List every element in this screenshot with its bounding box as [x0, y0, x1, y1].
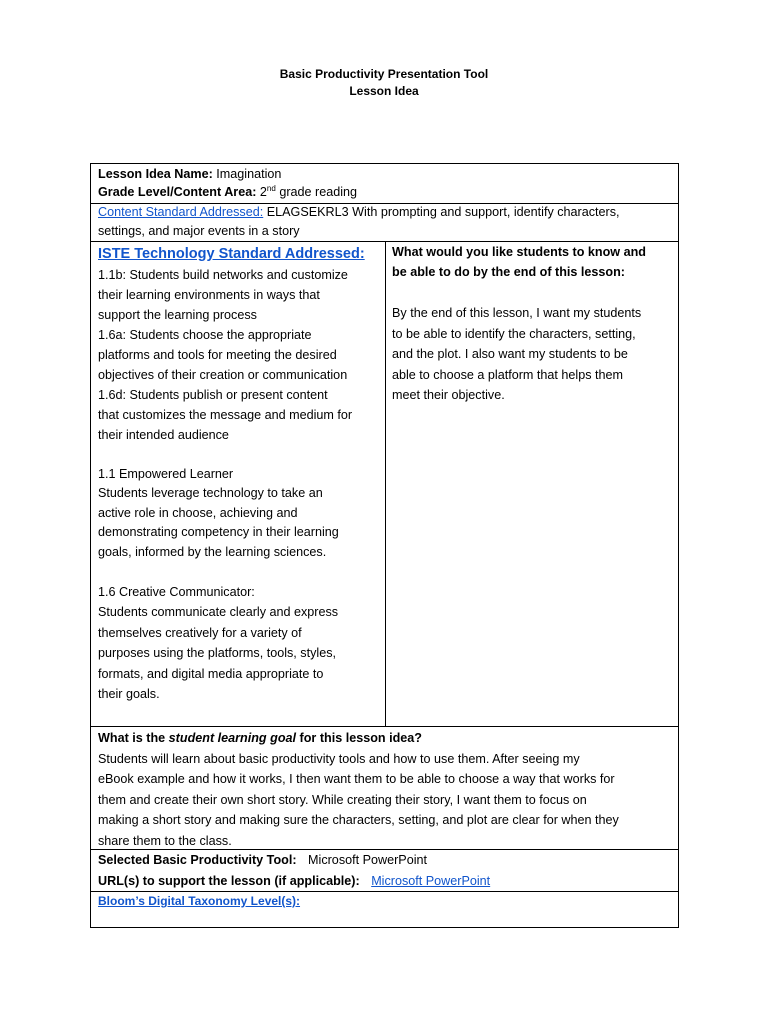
grade-level-line — [98, 182, 357, 202]
know-question-line-2: be able to do by the end of this lesson: — [392, 265, 626, 279]
empowered-line: active role in choose, achieving and — [98, 505, 298, 520]
blooms-link[interactable]: Bloom’s Digital Taxonomy Level(s): — [98, 894, 301, 908]
iste-line: support the learning process — [98, 308, 257, 322]
lesson-table — [90, 163, 679, 928]
title-line-1: Basic Productivity Presentation Tool — [279, 67, 489, 81]
grade-sup: nd — [266, 183, 276, 193]
tool-value: Microsoft PowerPoint — [308, 853, 428, 867]
know-answer — [392, 303, 676, 406]
iste-line: platforms and tools for meeting the desired — [98, 348, 337, 362]
lesson-name-label: Lesson Idea Name: — [98, 167, 213, 181]
url-link[interactable]: Microsoft PowerPoint — [371, 874, 491, 888]
iste-line: 1.6a: Students choose the appropriate — [98, 328, 312, 342]
creative-line: their goals. — [98, 687, 160, 702]
title-line-2: Lesson Idea — [349, 84, 419, 98]
learning-goal-row — [91, 727, 678, 850]
tool-row — [91, 850, 678, 892]
iste-line: objectives of their creation or communication — [98, 368, 348, 382]
content-standard-link[interactable]: Content Standard Addressed: — [98, 205, 264, 219]
creative-line: 1.6 Creative Communicator: — [98, 585, 255, 600]
blooms-row — [91, 892, 678, 927]
iste-standard-heading[interactable]: ISTE Technology Standard Addressed: — [98, 246, 365, 262]
content-standard-line-1 — [98, 203, 673, 222]
creative-line: formats, and digital media appropriate to — [98, 666, 324, 681]
know-answer-line: and the plot. I also want my students to be — [392, 347, 628, 361]
content-standard-text-2: settings, and major events in a story — [98, 224, 300, 238]
goal-answer-line: making a short story and making sure the characters, setting, and plot are clear for when they — [98, 813, 619, 827]
goal-answer-line: them and create their own short story. While creating their story, I want them to focus on — [98, 792, 587, 807]
lesson-name-line — [98, 164, 357, 184]
creative-line: Students communicate clearly and express — [98, 605, 339, 620]
content-standard-text-1: ELAGSEKRL3 With prompting and support, identify characters, — [266, 205, 620, 219]
iste-line: 1.6d: Students publish or present content — [98, 388, 328, 402]
goal-answer-line: Students will learn about basic productivity tools and how to use them. After seeing my — [98, 751, 580, 766]
tool-label: Selected Basic Productivity Tool: — [98, 853, 297, 867]
url-label: URL(s) to support the lesson (if applicable): — [98, 874, 360, 888]
creative-line: themselves creatively for a variety of — [98, 625, 302, 640]
know-answer-line: to be able to identify the characters, setting, — [392, 326, 636, 341]
iste-standards-list — [98, 265, 383, 445]
empowered-learner-block — [98, 465, 383, 562]
empowered-line: 1.1 Empowered Learner — [98, 467, 234, 481]
learning-goal-question — [98, 728, 676, 749]
iste-line: 1.1b: Students build networks and customize — [98, 268, 348, 282]
empowered-line: goals, informed by the learning sciences. — [98, 544, 327, 559]
document-title — [0, 66, 768, 100]
goal-q-pre: What is the — [98, 731, 169, 745]
lesson-name-value: Imagination — [216, 167, 282, 181]
goal-q-emphasis: student learning goal — [168, 731, 297, 745]
content-standard-row — [91, 204, 678, 242]
tool-line — [98, 850, 676, 871]
creative-communicator-block — [98, 582, 383, 704]
know-question-line-1: What would you like students to know and — [392, 245, 646, 259]
empowered-line: demonstrating competency in their learning — [98, 525, 339, 540]
grade-rest: grade reading — [279, 185, 358, 199]
iste-line: that customizes the message and medium for — [98, 408, 353, 422]
goal-q-post: for this lesson idea? — [296, 731, 422, 745]
url-line — [98, 871, 676, 892]
know-answer-line: able to choose a platform that helps them — [392, 367, 624, 382]
grade-level-label: Grade Level/Content Area: — [98, 185, 257, 199]
goal-answer-line: share them to the class. — [98, 833, 232, 848]
column-divider — [385, 242, 386, 727]
creative-line: purposes using the platforms, tools, styles, — [98, 646, 336, 661]
iste-line: their learning environments in ways that — [98, 288, 320, 302]
know-question — [392, 242, 676, 282]
grade-num: 2 — [259, 185, 267, 199]
goal-answer-line: eBook example and how it works, I then want them to be able to choose a way that works for — [98, 772, 615, 786]
know-answer-line: meet their objective. — [392, 388, 505, 402]
iste-line: their intended audience — [98, 428, 229, 442]
lesson-name-row — [91, 164, 678, 204]
empowered-line: Students leverage technology to take an — [98, 486, 323, 501]
know-answer-line: By the end of this lesson, I want my students — [392, 306, 642, 320]
